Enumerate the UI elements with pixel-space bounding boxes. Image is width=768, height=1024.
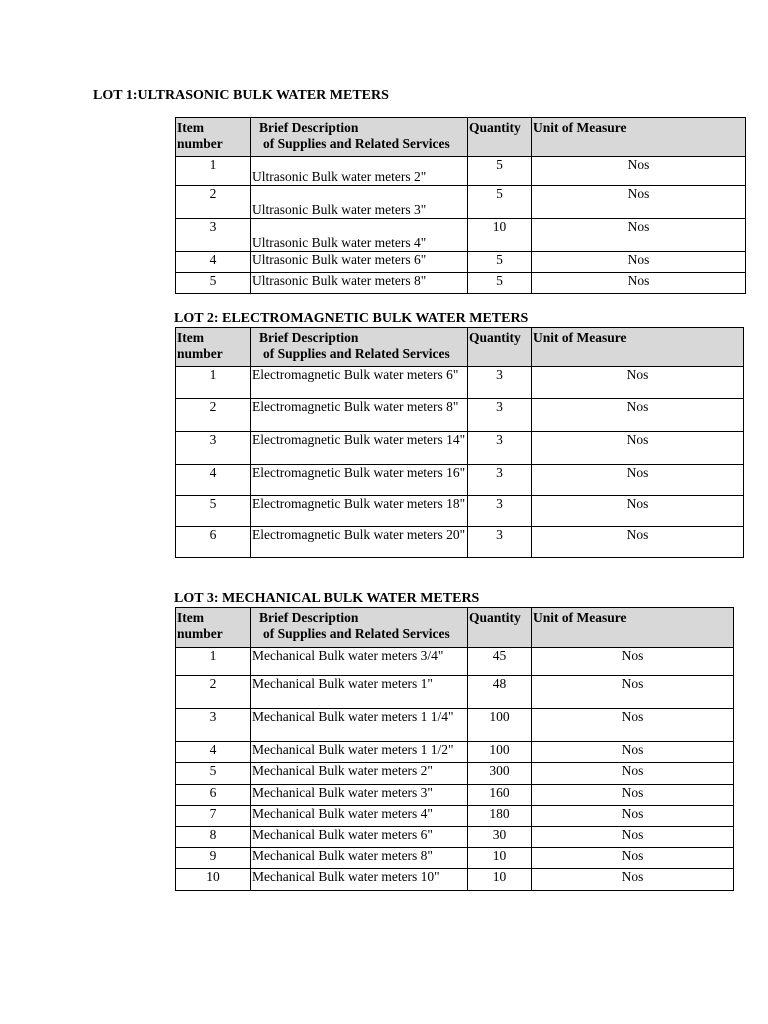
table-row — [176, 742, 734, 763]
item-unit: Nos — [532, 273, 746, 294]
item-unit: Nos — [532, 676, 734, 709]
lot-1-table — [175, 117, 746, 294]
item-description: Electromagnetic Bulk water meters 8" — [251, 399, 468, 432]
item-description: Mechanical Bulk water meters 6" — [251, 827, 468, 848]
item-number: 2 — [176, 676, 251, 709]
item-description: Mechanical Bulk water meters 3" — [251, 785, 468, 806]
item-number: 7 — [176, 806, 251, 827]
table-row — [176, 219, 746, 252]
item-quantity: 5 — [468, 157, 532, 186]
item-unit: Nos — [532, 648, 734, 676]
item-number: 4 — [176, 252, 251, 273]
item-number-header: Item number — [176, 608, 251, 648]
item-unit: Nos — [532, 763, 734, 785]
item-number: 5 — [176, 496, 251, 527]
item-description: Mechanical Bulk water meters 3/4" — [251, 648, 468, 676]
item-unit: Nos — [532, 399, 744, 432]
table-row — [176, 273, 746, 294]
item-description: Ultrasonic Bulk water meters 6" — [251, 252, 468, 273]
item-quantity: 100 — [468, 742, 532, 763]
item-description: Electromagnetic Bulk water meters 20" — [251, 527, 468, 558]
item-quantity: 5 — [468, 252, 532, 273]
table-row — [176, 848, 734, 869]
item-unit: Nos — [532, 496, 744, 527]
table-row — [176, 676, 734, 709]
item-number: 10 — [176, 869, 251, 891]
unit-of-measure-header: Unit of Measure — [532, 608, 734, 648]
item-number-header: Item number — [176, 118, 251, 157]
table-row — [176, 252, 746, 273]
table-row — [176, 806, 734, 827]
table-header-row — [176, 328, 744, 367]
item-unit: Nos — [532, 157, 746, 186]
item-quantity: 180 — [468, 806, 532, 827]
item-number: 4 — [176, 465, 251, 496]
item-unit: Nos — [532, 709, 734, 742]
item-description: Mechanical Bulk water meters 1 1/2" — [251, 742, 468, 763]
item-quantity: 3 — [468, 465, 532, 496]
item-quantity: 5 — [468, 273, 532, 294]
item-unit: Nos — [532, 827, 734, 848]
item-description: Ultrasonic Bulk water meters 4" — [251, 219, 468, 252]
quantity-header: Quantity — [468, 328, 532, 367]
item-quantity: 100 — [468, 709, 532, 742]
item-description: Mechanical Bulk water meters 8" — [251, 848, 468, 869]
description-header: Brief Description of Supplies and Related Services — [251, 328, 468, 367]
item-quantity: 30 — [468, 827, 532, 848]
table-header-row — [176, 118, 746, 157]
table-row — [176, 157, 746, 186]
item-unit: Nos — [532, 465, 744, 496]
lot-2-table — [175, 327, 744, 558]
item-quantity: 3 — [468, 367, 532, 399]
lot-3-title: LOT 3: MECHANICAL BULK WATER METERS — [174, 591, 480, 606]
item-quantity: 3 — [468, 432, 532, 465]
table-row — [176, 465, 744, 496]
item-quantity: 10 — [468, 869, 532, 891]
table-row — [176, 367, 744, 399]
table-row — [176, 648, 734, 676]
item-description: Mechanical Bulk water meters 1 1/4" — [251, 709, 468, 742]
item-number: 1 — [176, 648, 251, 676]
table-row — [176, 709, 734, 742]
item-unit: Nos — [532, 252, 746, 273]
item-number: 6 — [176, 785, 251, 806]
item-unit: Nos — [532, 742, 734, 763]
item-unit: Nos — [532, 785, 734, 806]
quantity-header: Quantity — [468, 608, 532, 648]
item-number: 1 — [176, 367, 251, 399]
lot-3-table — [175, 607, 734, 891]
item-number: 5 — [176, 273, 251, 294]
table-row — [176, 432, 744, 465]
item-number: 3 — [176, 432, 251, 465]
item-number: 9 — [176, 848, 251, 869]
item-unit: Nos — [532, 848, 734, 869]
quantity-header: Quantity — [468, 118, 532, 157]
item-quantity: 48 — [468, 676, 532, 709]
item-unit: Nos — [532, 806, 734, 827]
item-description: Mechanical Bulk water meters 1" — [251, 676, 468, 709]
item-description: Ultrasonic Bulk water meters 3" — [251, 186, 468, 219]
item-unit: Nos — [532, 367, 744, 399]
item-description: Electromagnetic Bulk water meters 16" — [251, 465, 468, 496]
item-unit: Nos — [532, 869, 734, 891]
item-unit: Nos — [532, 186, 746, 219]
item-quantity: 3 — [468, 496, 532, 527]
item-description: Electromagnetic Bulk water meters 18" — [251, 496, 468, 527]
item-number: 3 — [176, 709, 251, 742]
item-number: 5 — [176, 763, 251, 785]
table-row — [176, 763, 734, 785]
item-quantity: 5 — [468, 186, 532, 219]
item-quantity: 3 — [468, 399, 532, 432]
unit-of-measure-header: Unit of Measure — [532, 118, 746, 157]
item-quantity: 160 — [468, 785, 532, 806]
item-quantity: 10 — [468, 219, 532, 252]
description-header: Brief Description of Supplies and Related Services — [251, 118, 468, 157]
item-quantity: 10 — [468, 848, 532, 869]
unit-of-measure-header: Unit of Measure — [532, 328, 744, 367]
item-number: 4 — [176, 742, 251, 763]
item-number: 2 — [176, 399, 251, 432]
table-row — [176, 827, 734, 848]
item-description: Ultrasonic Bulk water meters 8" — [251, 273, 468, 294]
item-description: Mechanical Bulk water meters 10" — [251, 869, 468, 891]
item-number: 3 — [176, 219, 251, 252]
item-description: Ultrasonic Bulk water meters 2" — [251, 157, 468, 186]
description-header: Brief Description of Supplies and Related Services — [251, 608, 468, 648]
item-description: Electromagnetic Bulk water meters 14" — [251, 432, 468, 465]
item-quantity: 300 — [468, 763, 532, 785]
item-unit: Nos — [532, 432, 744, 465]
table-row — [176, 496, 744, 527]
item-unit: Nos — [532, 527, 744, 558]
item-number: 1 — [176, 157, 251, 186]
item-quantity: 3 — [468, 527, 532, 558]
table-row — [176, 527, 744, 558]
item-number-header: Item number — [176, 328, 251, 367]
table-row — [176, 869, 734, 891]
lot-1-title: LOT 1:ULTRASONIC BULK WATER METERS — [93, 88, 389, 103]
item-unit: Nos — [532, 219, 746, 252]
item-number: 2 — [176, 186, 251, 219]
item-quantity: 45 — [468, 648, 532, 676]
table-row — [176, 186, 746, 219]
item-number: 8 — [176, 827, 251, 848]
item-description: Mechanical Bulk water meters 4" — [251, 806, 468, 827]
item-description: Electromagnetic Bulk water meters 6" — [251, 367, 468, 399]
table-header-row — [176, 608, 734, 648]
item-number: 6 — [176, 527, 251, 558]
lot-2-title: LOT 2: ELECTROMAGNETIC BULK WATER METERS — [174, 311, 529, 326]
table-row — [176, 785, 734, 806]
table-row — [176, 399, 744, 432]
item-description: Mechanical Bulk water meters 2" — [251, 763, 468, 785]
